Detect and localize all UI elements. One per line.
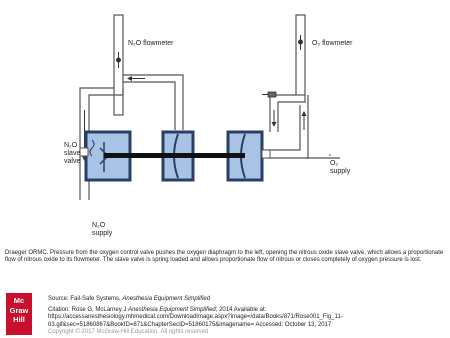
o2-supply-pipe (305, 154, 340, 158)
figure-caption: Draeger ORMC. Pressure from the oxygen control valve pushes the oxygen diaphragm to the left, opening the nitrous oxide slave valve, which allows a proportionate flow of nitrous oxide to its flowmeter. The slave valve is spring loaded and allows proportionate flow of nitrous or closes completely of oxygen pressure is lost. (5, 250, 444, 264)
o2-pipe (262, 95, 308, 158)
o2-supply-label: O₂ supply (330, 160, 351, 175)
mcgraw-hill-logo: Mc Graw Hill (6, 293, 32, 335)
connecting-rod (104, 153, 245, 158)
adjustment-knob-icon (262, 92, 276, 97)
source-line: Source: Fail-Safe Systems, Anesthesia Equipment Simplified (48, 296, 211, 302)
n2o-supply-label: N₂O supply (92, 222, 113, 237)
n2o-flowmeter-label: N₂O flowmeter (128, 40, 174, 47)
o2-flowmeter-label: O₂ flowmeter (312, 40, 353, 47)
citation-line: Citation: Rose G, McLarney J Anesthesia Equipment Simplified; 2014 Available at: https://accessanesthesiology.mhmedical.com/DownloadImage.aspx?image=/data/Books/871/Rose001_Fig_11-03.gif&sec=51860867&BookID=871&ChapterSecID=51860175&imagename= Accessed: October 13, 2017 (48, 307, 343, 328)
o2-flowmeter-tube (296, 15, 305, 95)
copyright-line: Copyright © 2017 McGraw-Hill Education. All rights reserved (48, 329, 209, 335)
n2o-outlet-pipe (123, 75, 183, 130)
n2o-slave-valve-label: N₂O slave valve (64, 142, 81, 165)
